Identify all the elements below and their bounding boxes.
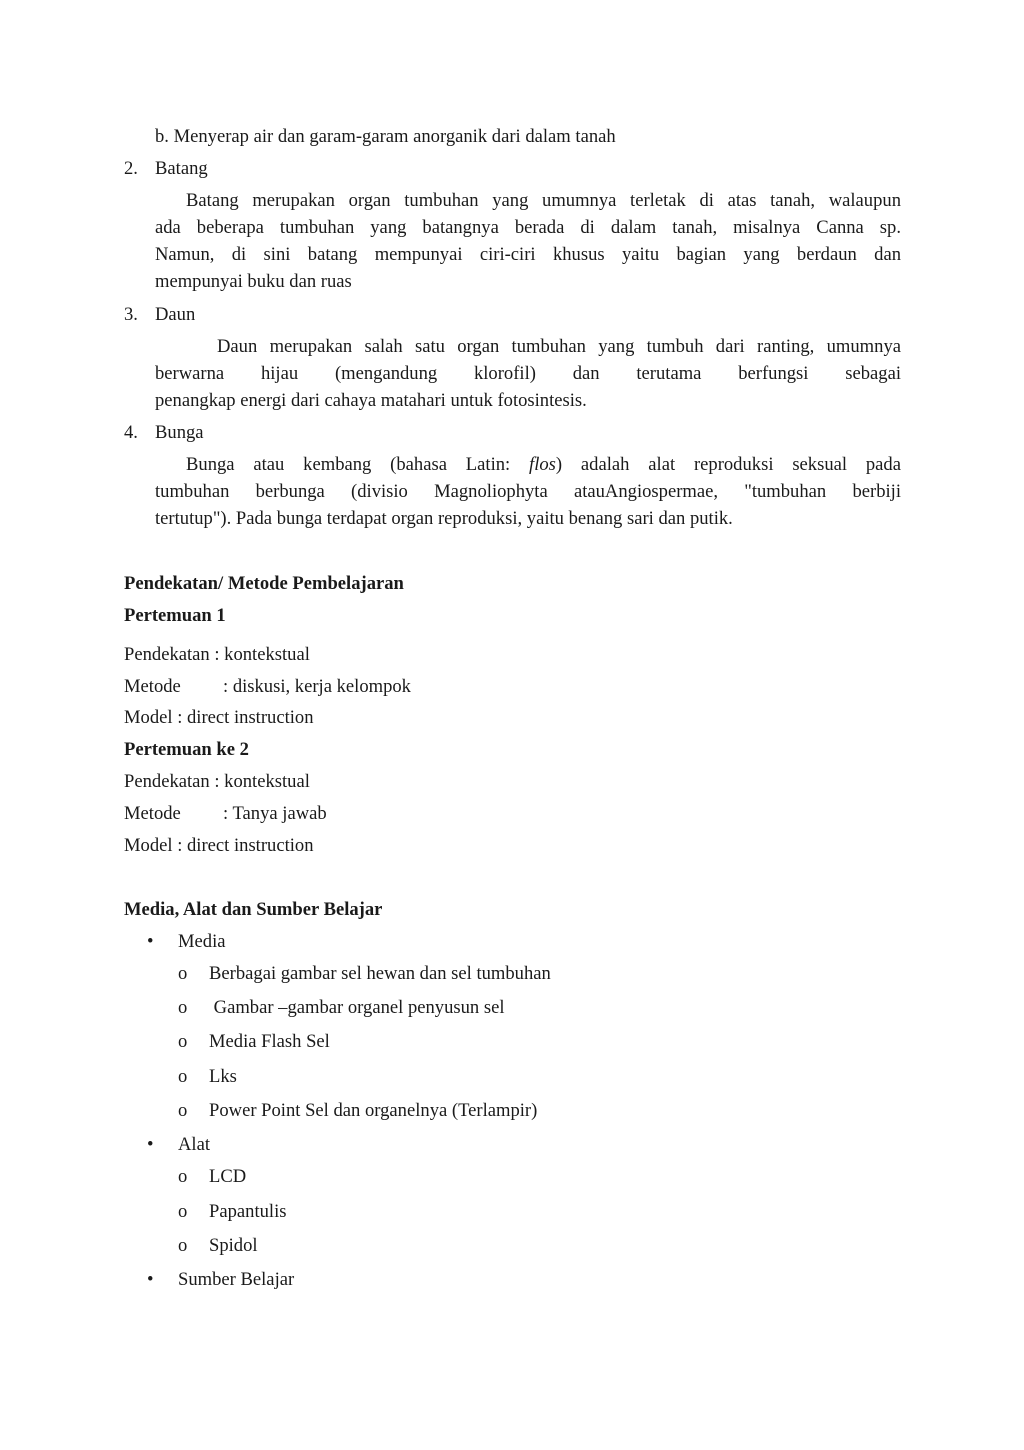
alat-item: Papantulis <box>209 1201 287 1222</box>
sub-bullet: o <box>178 1066 188 1087</box>
media-item: Lks <box>209 1066 237 1087</box>
meeting-1-heading: Pertemuan 1 <box>124 605 226 626</box>
sub-bullet: o <box>178 1166 188 1187</box>
meeting-2-metode-label: Metode <box>124 803 181 824</box>
bunga-line-2: tumbuhan berbunga (divisio Magnoliophyta atauAngiospermae, "tumbuhan berbiji <box>155 481 901 502</box>
item-3-number: 3. <box>124 304 138 325</box>
bunga-line-3: tertutup"). Pada bunga terdapat organ reproduksi, yaitu benang sari dan putik. <box>155 508 733 529</box>
item-2-title: Batang <box>155 158 208 179</box>
alat-item: LCD <box>209 1166 247 1187</box>
meeting-2-heading: Pertemuan ke 2 <box>124 739 249 760</box>
item-2-number: 2. <box>124 158 138 179</box>
bunga-line-1-post: ) adalah alat reproduksi seksual pada <box>555 454 901 475</box>
media-label: Media <box>178 931 226 952</box>
media-item: Gambar –gambar organel penyusun sel <box>209 997 505 1018</box>
item-3-title: Daun <box>155 304 196 325</box>
meeting-1-model: Model : direct instruction <box>124 707 314 728</box>
bullet-alat: • <box>147 1134 154 1155</box>
alat-label: Alat <box>178 1134 211 1155</box>
item-4-title: Bunga <box>155 422 204 443</box>
sub-bullet: o <box>178 997 188 1018</box>
bunga-latin-word: flos <box>529 454 556 475</box>
daun-line-2: berwarna hijau (mengandung klorofil) dan terutama berfungsi sebagai <box>155 363 901 384</box>
media-item: Berbagai gambar sel hewan dan sel tumbuhan <box>209 963 551 984</box>
batang-line-3: Namun, di sini batang mempunyai ciri-ciri khusus yaitu bagian yang berdaun dan <box>155 244 901 265</box>
meeting-1-metode-label: Metode <box>124 676 181 697</box>
sub-bullet: o <box>178 1235 188 1256</box>
sub-bullet: o <box>178 1100 188 1121</box>
media-item: Media Flash Sel <box>209 1031 330 1052</box>
bunga-line-1-pre: Bunga atau kembang (bahasa Latin: <box>186 454 530 475</box>
sub-bullet: o <box>178 1031 188 1052</box>
meeting-2-pendekatan: Pendekatan : kontekstual <box>124 771 310 792</box>
meeting-1-pendekatan: Pendekatan : kontekstual <box>124 644 310 665</box>
media-item: Power Point Sel dan organelnya (Terlampir) <box>209 1100 538 1121</box>
daun-line-3: penangkap energi dari cahaya matahari untuk fotosintesis. <box>155 390 587 411</box>
bullet-media: • <box>147 931 154 952</box>
meeting-2-metode-value: : Tanya jawab <box>223 803 327 824</box>
item-b-text: b. Menyerap air dan garam-garam anorganik dari dalam tanah <box>155 126 616 147</box>
media-heading: Media, Alat dan Sumber Belajar <box>124 899 383 920</box>
bullet-sumber: • <box>147 1269 154 1290</box>
alat-item: Spidol <box>209 1235 258 1256</box>
pendekatan-heading: Pendekatan/ Metode Pembelajaran <box>124 573 404 594</box>
meeting-1-metode-value: : diskusi, kerja kelompok <box>223 676 411 697</box>
item-4-number: 4. <box>124 422 138 443</box>
sub-bullet: o <box>178 1201 188 1222</box>
daun-line-1: Daun merupakan salah satu organ tumbuhan yang tumbuh dari ranting, umumnya <box>217 336 901 357</box>
sumber-label: Sumber Belajar <box>178 1269 295 1290</box>
meeting-2-model: Model : direct instruction <box>124 835 314 856</box>
batang-line-4: mempunyai buku dan ruas <box>155 271 352 292</box>
batang-line-1: Batang merupakan organ tumbuhan yang umumnya terletak di atas tanah, walaupun <box>186 190 901 211</box>
bunga-line-1 <box>186 453 901 477</box>
sub-bullet: o <box>178 963 188 984</box>
batang-line-2: ada beberapa tumbuhan yang batangnya berada di dalam tanah, misalnya Canna sp. <box>155 217 901 238</box>
